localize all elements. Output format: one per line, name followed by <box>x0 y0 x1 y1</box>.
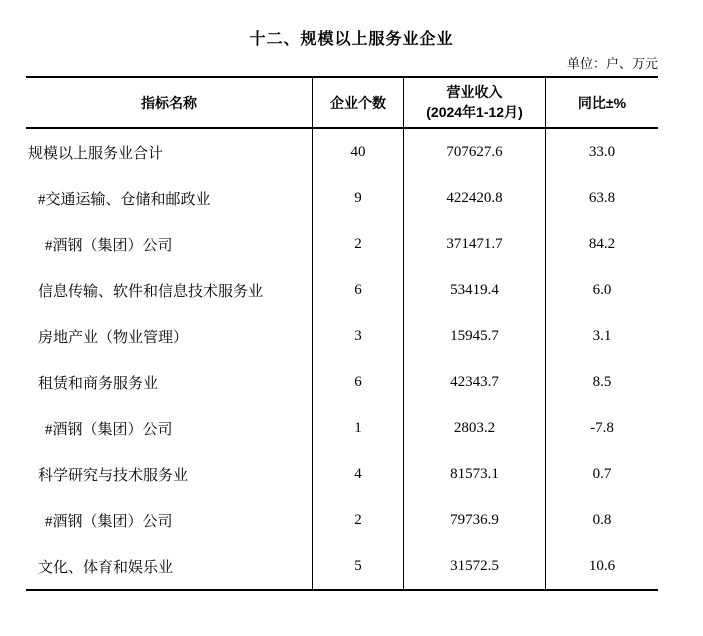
row-indicator: 文化、体育和娱乐业 <box>38 559 174 576</box>
header-revenue-line2: (2024年1-12月) <box>426 103 523 120</box>
row-yoy: 84.2 <box>545 221 658 267</box>
row-revenue: 53419.4 <box>403 267 545 313</box>
statistics-table <box>26 76 658 591</box>
row-revenue: 2803.2 <box>403 405 545 451</box>
row-revenue: 79736.9 <box>403 497 545 543</box>
row-count: 40 <box>312 129 403 175</box>
unit-note: 单位：户、万元 <box>566 56 658 71</box>
row-count: 5 <box>312 543 403 589</box>
row-count: 2 <box>312 497 403 543</box>
row-revenue: 707627.6 <box>403 129 545 175</box>
row-count: 6 <box>312 359 403 405</box>
row-indicator: #交通运输、仓储和邮政业 <box>38 191 211 208</box>
row-count: 1 <box>312 405 403 451</box>
header-enterprise-count: 企业个数 <box>312 78 403 129</box>
row-yoy: 33.0 <box>545 129 658 175</box>
row-count: 2 <box>312 221 403 267</box>
row-count: 6 <box>312 267 403 313</box>
row-indicator: #酒钢（集团）公司 <box>45 513 173 530</box>
row-yoy: 3.1 <box>545 313 658 359</box>
row-revenue: 31572.5 <box>403 543 545 589</box>
row-indicator: 租赁和商务服务业 <box>38 375 159 392</box>
row-revenue: 422420.8 <box>403 175 545 221</box>
row-revenue: 15945.7 <box>403 313 545 359</box>
row-revenue: 371471.7 <box>403 221 545 267</box>
row-count: 9 <box>312 175 403 221</box>
row-indicator: #酒钢（集团）公司 <box>45 421 173 438</box>
row-indicator: 规模以上服务业合计 <box>28 145 164 162</box>
row-yoy: 10.6 <box>545 543 658 589</box>
row-yoy: 63.8 <box>545 175 658 221</box>
row-yoy: 6.0 <box>545 267 658 313</box>
header-revenue-line1: 营业收入 <box>446 83 503 100</box>
row-count: 3 <box>312 313 403 359</box>
header-indicator: 指标名称 <box>26 78 312 129</box>
row-count: 4 <box>312 451 403 497</box>
row-indicator: 科学研究与技术服务业 <box>38 467 189 484</box>
row-yoy: 0.7 <box>545 451 658 497</box>
page-title: 十二、规模以上服务业企业 <box>249 31 454 48</box>
header-yoy: 同比±% <box>545 78 658 129</box>
row-indicator: #酒钢（集团）公司 <box>45 237 173 254</box>
row-yoy: 0.8 <box>545 497 658 543</box>
header-revenue <box>403 78 545 129</box>
row-yoy: 8.5 <box>545 359 658 405</box>
row-revenue: 42343.7 <box>403 359 545 405</box>
row-indicator: 信息传输、软件和信息技术服务业 <box>38 283 264 300</box>
row-revenue: 81573.1 <box>403 451 545 497</box>
row-indicator: 房地产业（物业管理） <box>38 329 189 346</box>
row-yoy: -7.8 <box>545 405 658 451</box>
